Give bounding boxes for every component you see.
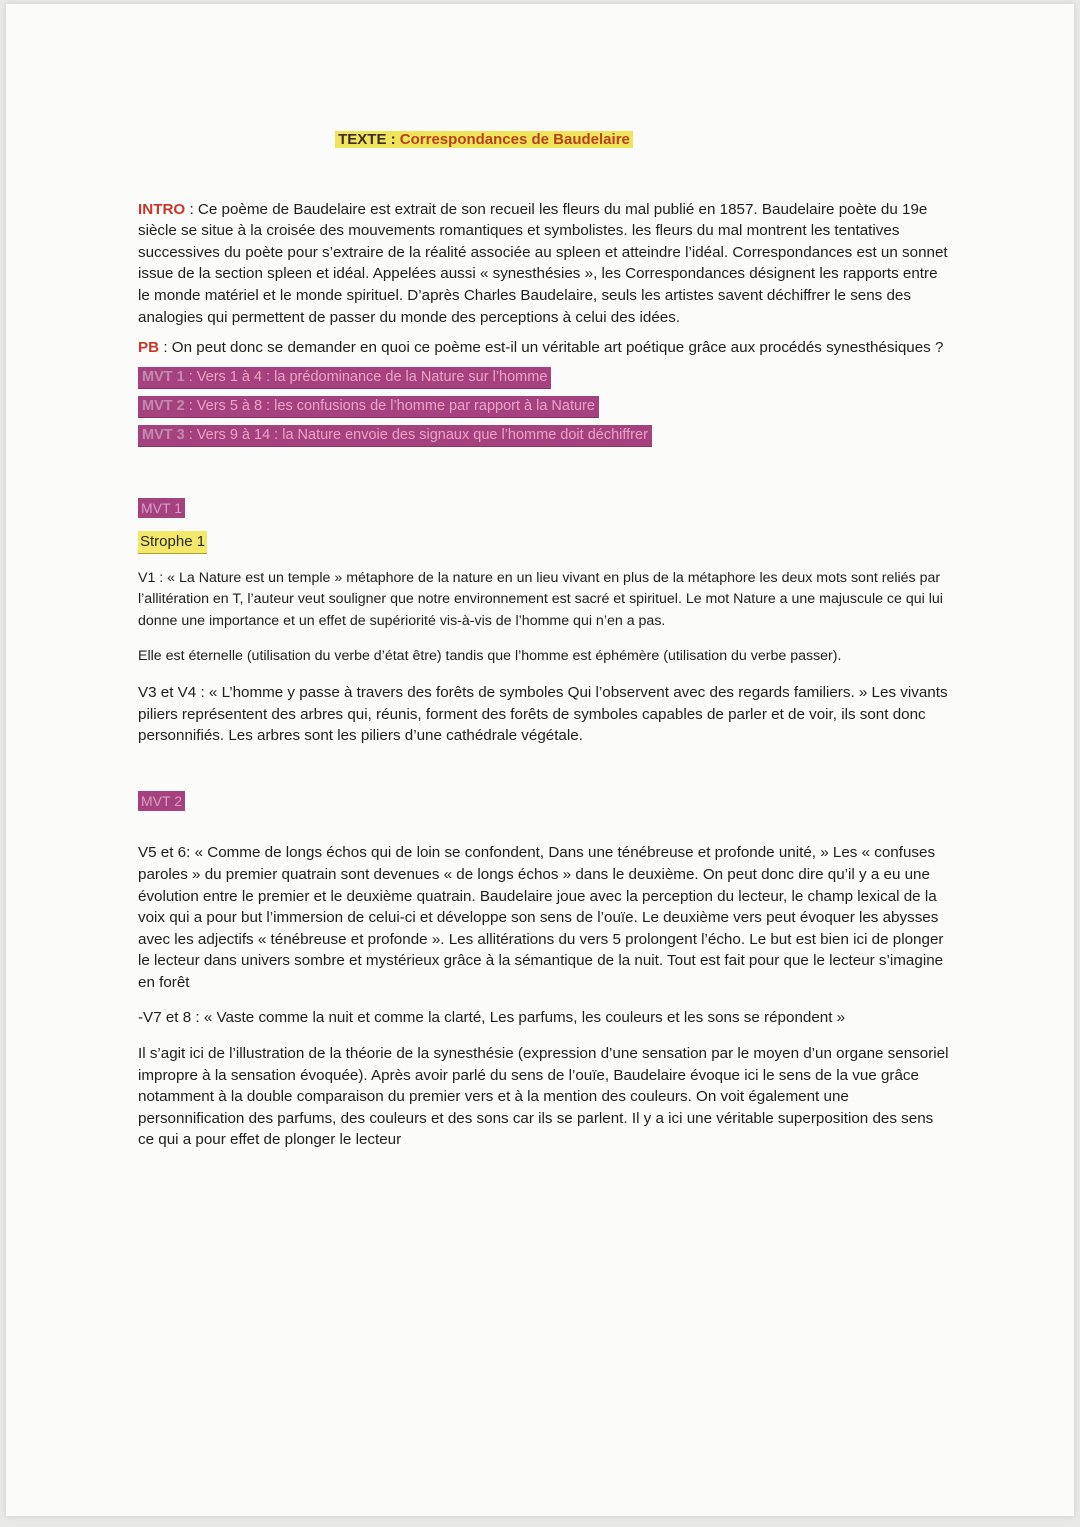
title-highlight: [335, 131, 633, 148]
v1-paragraph: V1 : « La Nature est un temple » métaphore de la nature en un lieu vivant en plus de la métaphore les deux mots sont reliés par l’allitération en T, l’auteur veut souligner que notre environnement est sacré et spirituel. Le mot Nature a une majuscule ce qui lui donne une importance et un effet de supériorité vis-à-vis de l’homme qui n’en a pas.: [138, 569, 943, 629]
page-title: [18, 129, 950, 151]
intro-text: : Ce poème de Baudelaire est extrait de son recueil les fleurs du mal publié en 1857. Baudelaire poète du 19e siècle se situe à la croisée des mouvements romantiques et symbolistes. les fleurs du mal montrent les tentatives successives du poète pour s’extraire de la réalité associée au spleen et atteindre l’idéal. Correspondances est un sonnet issue de la section spleen et idéal. Appelées aussi « synesthésies », les Correspondances désignent les rapports entre le monde matériel et le monde spirituel. D’après Charles Baudelaire, seuls les artistes savent déchiffrer le sens des analogies qui permettent de passer du monde des perceptions à celui des idées.: [138, 200, 948, 326]
movement-text: : Vers 1 à 4 : la prédominance de la Nature sur l’homme: [184, 368, 548, 385]
eternal-paragraph: Elle est éternelle (utilisation du verbe d’état être) tandis que l’homme est éphémère (utilisation du verbe passer).: [138, 648, 842, 665]
strophe-1-label: Strophe 1: [138, 531, 207, 554]
mvt2-tag: MVT 2: [138, 791, 185, 811]
movement-label: MVT 1: [142, 368, 185, 385]
movement-item: [138, 396, 599, 417]
movement-item: [138, 367, 551, 388]
title-prefix: TEXTE :: [338, 131, 400, 148]
spacer: [138, 747, 950, 777]
movement-list: [138, 359, 950, 446]
v7v8-paragraph: -V7 et 8 : « Vaste comme la nuit et comme la clarté, Les parfums, les couleurs et les sons se répondent »: [138, 1009, 846, 1027]
intro-paragraph: [138, 199, 950, 329]
movement-label: MVT 2: [142, 397, 185, 414]
synesthesie-paragraph: Il s’agit ici de l’illustration de la théorie de la synesthésie (expression d’une sensation par le moyen d’un organe sensoriel impropre à la sensation évoquée). Après avoir parlé du sens de l’ouïe, Baudelaire évoque ici le sens de la vue grâce notamment à la double comparaison du premier vers et à la mention des couleurs. On voit également une personnification des parfums, des couleurs et des sons car ils se parlent. Il y a ici une véritable superposition des sens ce qui a pour effet de plonger le lecteur: [138, 1045, 949, 1149]
document-content: [138, 129, 950, 1151]
movement-text: : Vers 5 à 8 : les confusions de l’homme par rapport à la Nature: [184, 397, 595, 414]
mvt1-tag: MVT 1: [138, 498, 185, 518]
v5v6-paragraph: V5 et 6: « Comme de longs échos qui de loin se confondent, Dans une ténébreuse et profonde unité, » Les « confuses paroles » du premier quatrain sont devenues « de longs échos » dans le deuxième. On peut donc dire qu’il y a eu une évolution entre le premier et le deuxième quatrain. Baudelaire joue avec la perception du lecteur, le champ lexical de la voix qui a pour but l’immersion de celui-ci et développe son sens de l’ouïe. Le deuxième vers peut évoquer les abysses avec les adjectifs « ténébreuse et profonde ». Les allitérations du vers 5 prolongent l’écho. Le but est bien ici de plonger le lecteur dans univers sombre et mystérieux grâce à la sémantique de la nuit. Tout est fait pour que le lecteur s’imagine en forêt: [138, 844, 944, 991]
intro-label: INTRO: [138, 200, 186, 218]
movement-label: MVT 3: [142, 426, 185, 443]
movement-item: [138, 425, 652, 446]
v3v4-paragraph: V3 et V4 : « L’homme y passe à travers des forêts de symboles Qui l’observent avec des regards familiers. » Les vivants piliers représentent des arbres qui, réunis, forment des forêts de symboles capables de parler et de voir, ils sont donc personnifiés. Les arbres sont les piliers d’une cathédrale végétale.: [138, 683, 948, 745]
pb-text: : On peut donc se demander en quoi ce poème est-il un véritable art poétique grâce aux procédés synesthésiques ?: [159, 339, 944, 357]
pb-label: PB: [138, 339, 160, 357]
problematique-paragraph: [138, 337, 950, 359]
movement-text: : Vers 9 à 14 : la Nature envoie des signaux que l’homme doit déchiffrer: [184, 426, 648, 443]
title-main: Correspondances de Baudelaire: [399, 131, 630, 148]
document-page: [6, 4, 1074, 1516]
